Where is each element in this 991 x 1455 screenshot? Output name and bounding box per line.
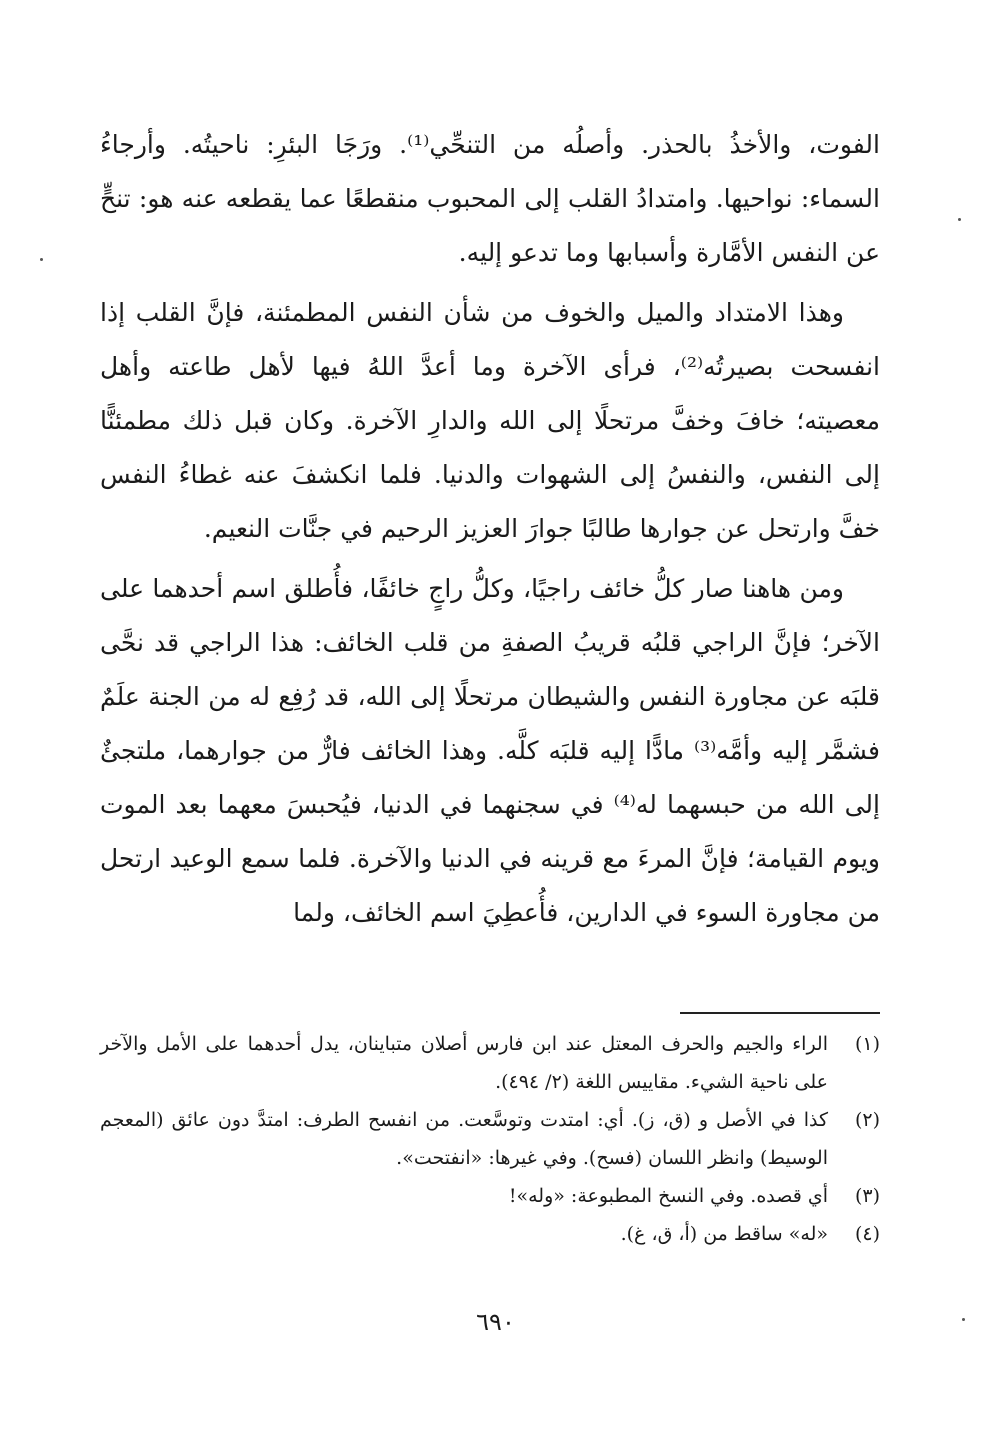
footnote-number: (٣) [854,1185,880,1207]
footnote-number: (١) [854,1033,880,1055]
paragraph-1: الفوت، والأخذُ بالحذر. وأصلُه من التنحِّي⁽¹⁾. ورَجَا البئرِ: ناحيتُه. وأرجاءُ السماء: نواحيها. وامتدادُ القلب إلى المحبوب منقطعًا عما يقطعه عنه هو: تنحٍّ عن النفس الأمَّارة وأسبابها وما تدعو إليه. [100,130,880,267]
footnote-2 [100,1101,880,1177]
paragraph-3: ومن هاهنا صار كلُّ خائف راجيًا، وكلُّ راجٍ خائفًا، فأُطلق اسم أحدهما على الآخر؛ فإنَّ الراجي قلبُه قريبُ الصفةِ من قلب الخائف: هذا الراجي قد نحَّى قلبَه عن مجاورة النفس والشيطان مرتحلًا إلى الله، قد رُفِع له من الجنة علَمٌ فشمَّر إليه وأمَّه⁽³⁾ مادًّا إليه قلبَه كلَّه. وهذا الخائف فارٌّ من جوارهما، ملتجئٌ إلى الله من حبسهما له⁽⁴⁾ في سجنهما في الدنيا، فيُحبسَ معهما بعد الموت ويوم القيامة؛ فإنَّ المرءَ مع قرينه في الدنيا والآخرة. فلما سمع الوعيد ارتحل من مجاورة السوء في الدارين، فأُعطِيَ اسم الخائف، ولما [100,574,880,927]
paragraph-2: وهذا الامتداد والميل والخوف من شأن النفس المطمئنة، فإنَّ القلب إذا انفسحت بصيرتُه⁽²⁾، فرأى الآخرة وما أعدَّ اللهُ فيها لأهل طاعته وأهل معصيته؛ خافَ وخفَّ مرتحلًا إلى الله والدارِ الآخرة. وكان قبل ذلك مطمئنًّا إلى النفس، والنفسُ إلى الشهوات والدنيا. فلما انكشفَ عنه غطاءُ النفس خفَّ وارتحل عن جوارها طالبًا جوارَ العزيز الرحيم في جنَّات النعيم. [100,298,880,543]
footnote-text: كذا في الأصل و (ق، ز). أي: امتدت وتوسَّعت. من انفسح الطرف: امتدَّ دون عائق (المعجم الوسيط) وانظر اللسان (فسح). وفي غيرها: «انفتحت». [100,1109,828,1169]
page-number: ٦٩٠ [476,1308,515,1336]
scan-speck [40,258,43,261]
footnote-number: (٢) [854,1109,880,1131]
footnote-1 [100,1025,880,1101]
main-text [100,118,880,946]
footnote-separator [680,1012,880,1014]
footnote-text: أي قصده. وفي النسخ المطبوعة: «وله»! [508,1185,828,1207]
footnote-3 [100,1177,880,1215]
footnote-number: (٤) [854,1223,880,1245]
footnotes [100,1025,880,1253]
footnote-text: «له» ساقط من (أ، ق، غ). [620,1223,828,1245]
footnote-text: الراء والجيم والحرف المعتل عند ابن فارس أصلان متباينان، يدل أحدهما على الأمل والآخر على ناحية الشيء. مقاييس اللغة (٢/ ٤٩٤). [100,1033,828,1093]
scan-speck [958,218,961,221]
footnote-4 [100,1215,880,1253]
